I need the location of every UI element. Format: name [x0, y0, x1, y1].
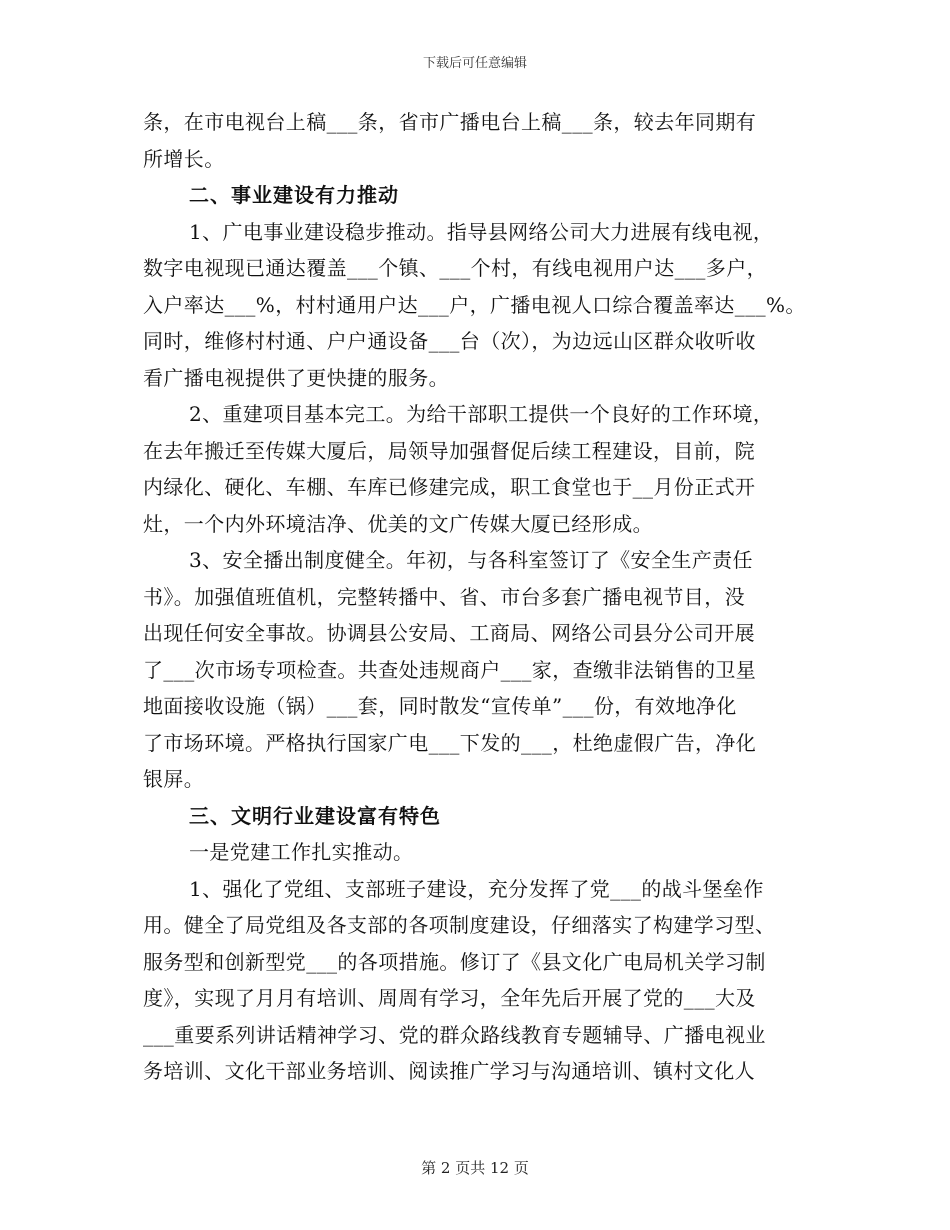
text-line: 一是党建工作扎实推动。: [189, 840, 414, 864]
text-line: 书》。加强值班值机，完整转播中、省、市台多套广播电视节目，没: [143, 584, 745, 609]
text-line: 务培训、文化干部业务培训、阅读推广学习与沟通培训、镇村文化人: [143, 1059, 755, 1083]
text-line: 条，在市电视台上稿___条，省市广播电台上稿___条，较去年同期有: [143, 110, 757, 134]
text-line: 内绿化、硬化、车棚、车库已修建完成，职工食堂也于__月份正式开: [143, 475, 756, 499]
document-body: [143, 104, 823, 1090]
text-line: 度》，实现了月月有培训、周周有学习，全年先后开展了党的___大及: [143, 986, 756, 1010]
text-line: 2、重建项目基本完工。为给干部职工提供一个良好的工作环境，: [189, 402, 774, 426]
text-line: 1、广电事业建设稳步推动。指导县网络公司大力进展有线电视，: [189, 219, 774, 244]
text-line: 用。健全了局党组及各支部的各项制度建设，仔细落实了构建学习型、: [143, 913, 776, 937]
page-header: 下载后可任意编辑: [422, 56, 527, 71]
text-line: ___重要系列讲话精神学习、党的群众路线教育专题辅导、广播电视业: [143, 1022, 766, 1047]
text-line: 1、强化了党组、支部班子建设，充分发挥了党___的战斗堡垒作: [189, 876, 764, 901]
text-line: 出现任何安全事故。协调县公安局、工商局、网络公司县分公司开展: [143, 621, 755, 645]
text-line: 同时，维修村村通、户户通设备___台（次），为边远山区群众收听收: [143, 329, 756, 353]
text-line: 服务型和创新型党___的各项措施。修订了《县文化广电局机关学习制: [143, 949, 766, 974]
text-line: 了市场环境。严格执行国家广电___下发的___，杜绝虚假广告，净化: [143, 730, 757, 755]
text-line: 地面接收设施（锅）___套，同时散发“宣传单”___份，有效地净化: [143, 694, 737, 718]
page-footer: 第 2 页共 12 页: [421, 1159, 529, 1177]
text-line: 了___次市场专项检查。共查处违规商户___家，查缴非法销售的卫星: [143, 657, 757, 682]
text-line: 入户率达___%，村村通用户达___户，广播电视人口综合覆盖率达___%。: [143, 292, 806, 317]
text-line: 看广播电视提供了更快捷的服务。: [143, 365, 449, 390]
text-line: 数字电视现已通达覆盖___个镇、___个村，有线电视用户达___多户，: [143, 256, 767, 280]
section-heading: 二、事业建设有力推动: [189, 183, 399, 207]
text-line: 在去年搬迁至传媒大厦后，局领导加强督促后续工程建设，目前，院: [143, 438, 755, 463]
text-line: 灶，一个内外环境洁净、优美的文广传媒大厦已经形成。: [143, 511, 653, 536]
section-heading: 三、文明行业建设富有特色: [189, 803, 441, 828]
text-line: 所增长。: [143, 146, 225, 171]
text-line: 银屏。: [143, 767, 205, 791]
text-line: 3、安全播出制度健全。年初，与各科室签订了《安全生产责任: [189, 548, 753, 572]
